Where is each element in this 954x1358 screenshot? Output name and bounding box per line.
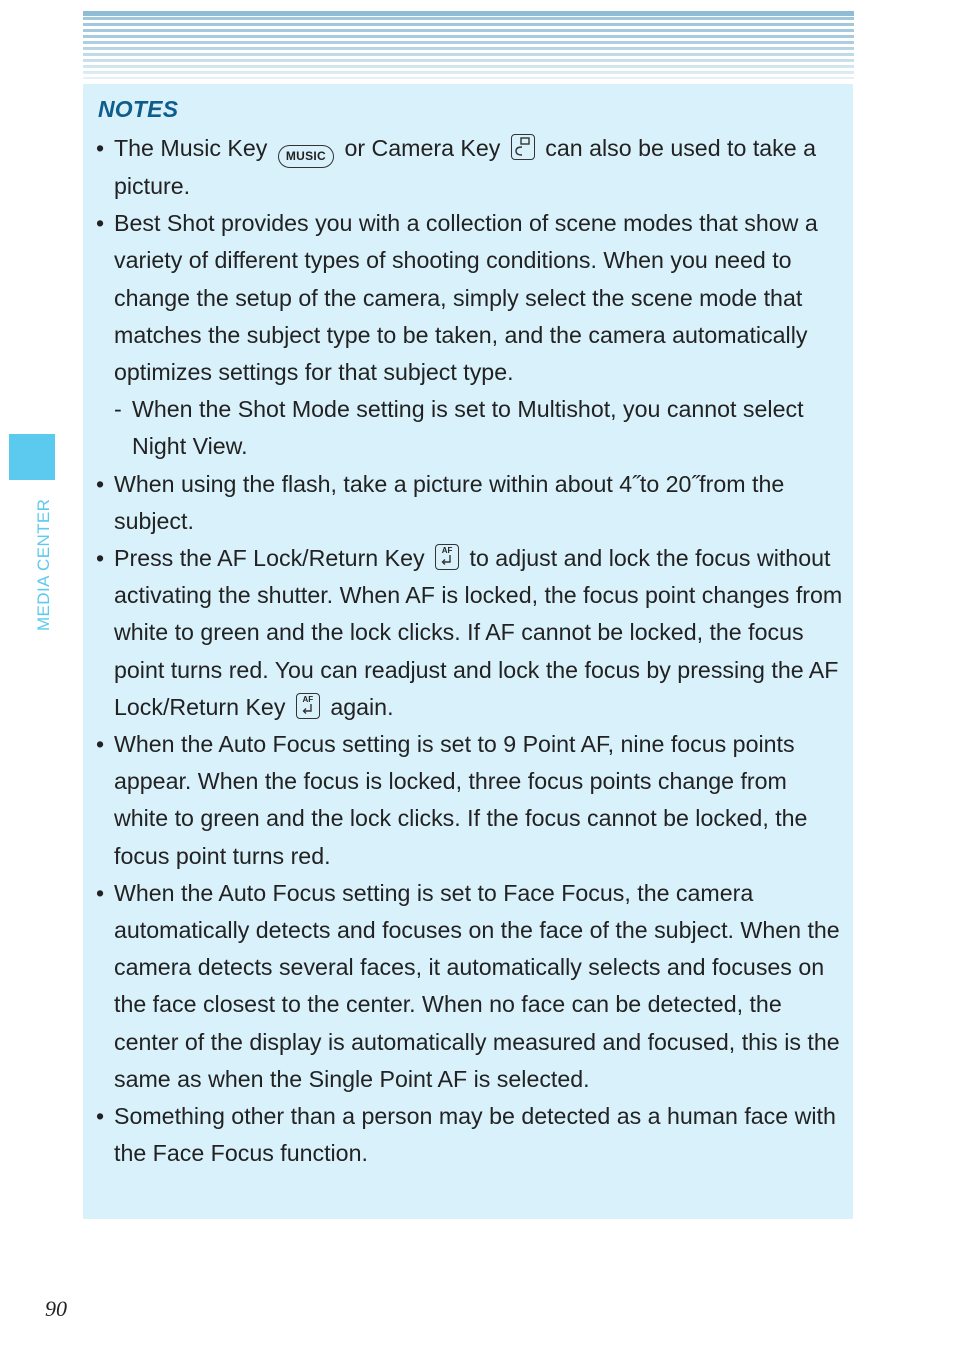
- sub-note-multishot: - When the Shot Mode setting is set to Multishot, you cannot select Night View.: [114, 391, 844, 465]
- bullet: •: [96, 1103, 105, 1130]
- music-key-icon: MUSIC: [278, 145, 334, 168]
- af-lock-return-key-icon: AF: [435, 544, 459, 570]
- bullet: •: [96, 879, 105, 906]
- header-stripes: [83, 11, 854, 79]
- notes-title: NOTES: [98, 96, 179, 122]
- notes-list: [96, 130, 844, 1172]
- section-tab-marker: [9, 434, 55, 480]
- bullet: •: [96, 210, 105, 237]
- af-lock-return-key-icon: AF: [296, 693, 320, 719]
- bullet: •: [96, 470, 105, 497]
- dash: -: [114, 396, 122, 423]
- bullet: •: [96, 135, 105, 161]
- note-best-shot: • Best Shot provides you with a collection of scene modes that show a variety of different types of shooting conditions. When you need to change the setup of the camera, simply select the scene mode that matches the subject type to be taken, and the camera automatically optimizes settings for that subject type.: [96, 205, 844, 391]
- note-flash-distance: • When using the flash, take a picture within about 4˝to 20˝from the subject.: [96, 466, 844, 540]
- bullet: •: [96, 731, 105, 758]
- note-9-point-af: • When the Auto Focus setting is set to 9 Point AF, nine focus points appear. When the focus is locked, three focus points change from white to green and the lock clicks. If the focus cannot be locked, the focus point turns red.: [96, 726, 844, 875]
- note-music-camera-key: • The Music Key MUSIC or Camera Key can also be used to take a picture.: [96, 130, 844, 205]
- note-face-detection-caveat: • Something other than a person may be detected as a human face with the Face Focus function.: [96, 1098, 844, 1172]
- section-label: MEDIA CENTER: [34, 498, 53, 631]
- header-bar: [83, 11, 854, 16]
- note-face-focus: • When the Auto Focus setting is set to Face Focus, the camera automatically detects and focuses on the face of the subject. When the camera detects several faces, it automatically selects and focuses on the face closest to the center. When no face can be detected, the center of the display is automatically measured and focused, this is the same as when the Single Point AF is selected.: [96, 875, 844, 1098]
- page-number: 90: [45, 1296, 67, 1321]
- note-af-lock: • Press the AF Lock/Return Key AF to adjust and lock the focus without activating the shutter. When AF is locked, the focus point changes from white to green and the lock clicks. If AF cannot be locked, the focus point turns red. You can readjust and lock the focus by pressing the AF Lock/Return Key AF again.: [96, 540, 844, 726]
- bullet: •: [96, 545, 105, 572]
- camera-key-icon: [511, 134, 535, 160]
